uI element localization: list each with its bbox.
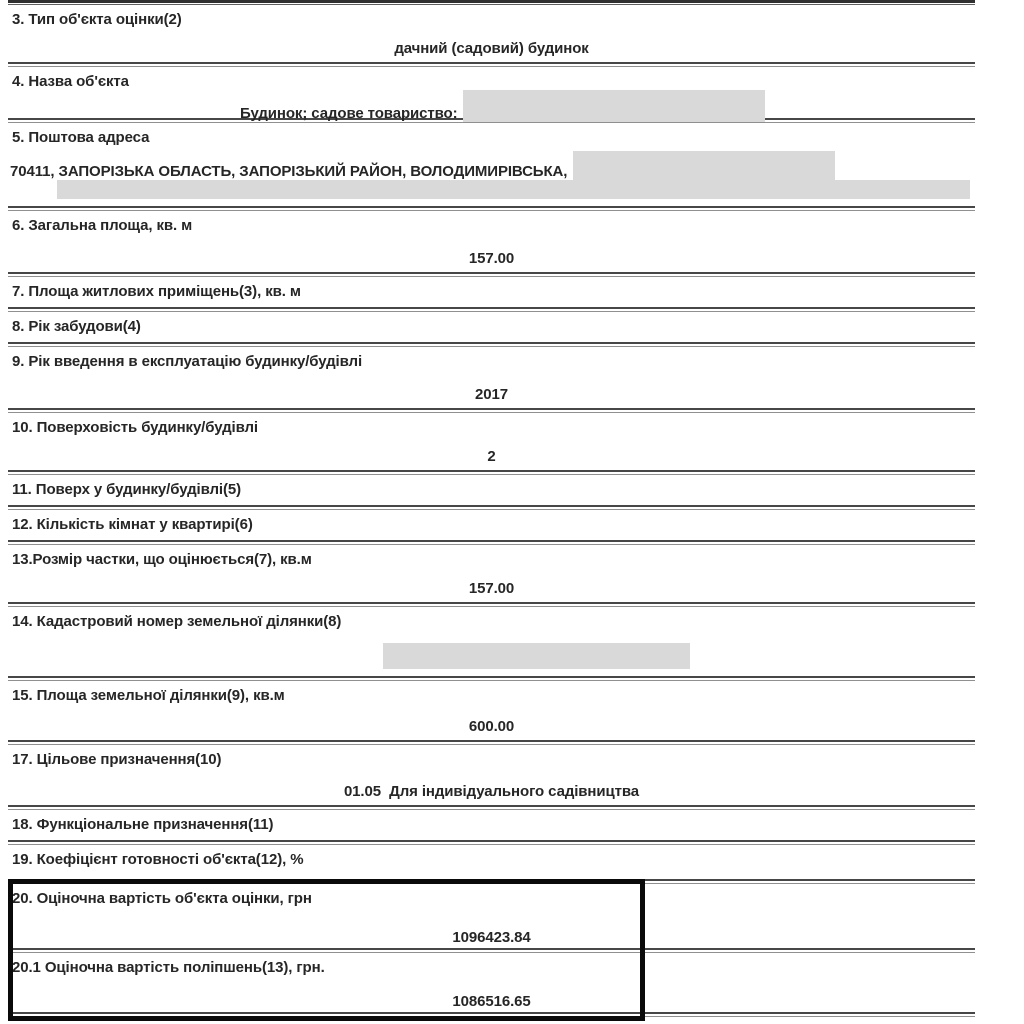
field-label: 19. Коефіцієнт готовності об'єкта(12), %: [12, 851, 304, 868]
field-label: 12. Кількість кімнат у квартирі(6): [12, 516, 253, 533]
field-value-prefix: Будинок; садове товариство:: [240, 105, 458, 122]
field-value-line2: [57, 180, 975, 203]
field-value: 157.00: [468, 250, 515, 267]
field-label: 4. Назва об'єкта: [12, 73, 129, 90]
field-value-line: [240, 90, 975, 122]
field-label: 17. Цільове призначення(10): [12, 751, 222, 768]
redaction-box: [463, 90, 765, 122]
field-label: 8. Рік забудови(4): [12, 318, 141, 335]
field-row-14: [8, 607, 975, 676]
field-row-17: [8, 745, 975, 805]
field-row-10: [8, 413, 975, 470]
address-text: 70411, ЗАПОРІЗЬКА ОБЛАСТЬ, ЗАПОРІЗЬКИЙ РАЙОН, ВОЛОДИМИРІВСЬКА,: [10, 163, 568, 180]
field-value: 1096423.84: [452, 929, 531, 946]
field-label: 9. Рік введення в експлуатацію будинку/будівлі: [12, 353, 363, 370]
field-label: 6. Загальна площа, кв. м: [12, 217, 193, 234]
field-row-6: [8, 211, 975, 272]
field-row-3: [8, 5, 975, 62]
field-label: 13.Розмір частки, що оцінюється(7), кв.м: [12, 551, 312, 568]
field-row-8: [8, 312, 975, 342]
field-label: 5. Поштова адреса: [12, 129, 150, 146]
field-label: 18. Функціональне призначення(11): [12, 816, 274, 833]
field-label: 15. Площа земельної ділянки(9), кв.м: [12, 687, 285, 704]
field-row-11: [8, 475, 975, 505]
field-row-12: [8, 510, 975, 540]
field-label: 11. Поверх у будинку/будівлі(5): [12, 481, 242, 498]
redaction-box: [57, 180, 970, 199]
field-row-13: [8, 545, 975, 602]
field-value: 2017: [475, 386, 508, 403]
field-row-20-1: [8, 953, 975, 1012]
field-value-line: [10, 151, 975, 180]
field-label: 10. Поверховість будинку/будівлі: [12, 419, 258, 436]
field-value: 1086516.65: [452, 993, 531, 1010]
separator-bottom: [8, 1012, 975, 1017]
redaction-box: [573, 151, 835, 180]
field-label: 20.1 Оціночна вартість поліпшень(13), грн.: [12, 959, 325, 976]
field-row-9: [8, 347, 975, 408]
field-value: 2: [487, 448, 496, 465]
field-row-15: [8, 681, 975, 740]
field-value: дачний (садовий) будинок: [394, 40, 589, 57]
field-value: 157.00: [468, 580, 515, 597]
redaction-box: [383, 643, 690, 669]
field-row-5: [8, 123, 975, 206]
field-row-19: [8, 845, 975, 879]
field-row-20: [8, 884, 975, 948]
field-value-line: [383, 643, 975, 673]
valuation-form: [8, 0, 975, 1017]
field-row-4: [8, 67, 975, 122]
field-label: 14. Кадастровий номер земельної ділянки(8): [12, 613, 342, 630]
field-label: 20. Оціночна вартість об'єкта оцінки, грн: [12, 890, 312, 907]
field-row-7: [8, 277, 975, 307]
field-label: 3. Тип об'єкта оцінки(2): [12, 11, 182, 28]
field-row-18: [8, 810, 975, 840]
field-value: 01.05 Для індивідуального садівництва: [343, 783, 640, 800]
field-value: 600.00: [468, 718, 515, 735]
field-label: 7. Площа житлових приміщень(3), кв. м: [12, 283, 301, 300]
